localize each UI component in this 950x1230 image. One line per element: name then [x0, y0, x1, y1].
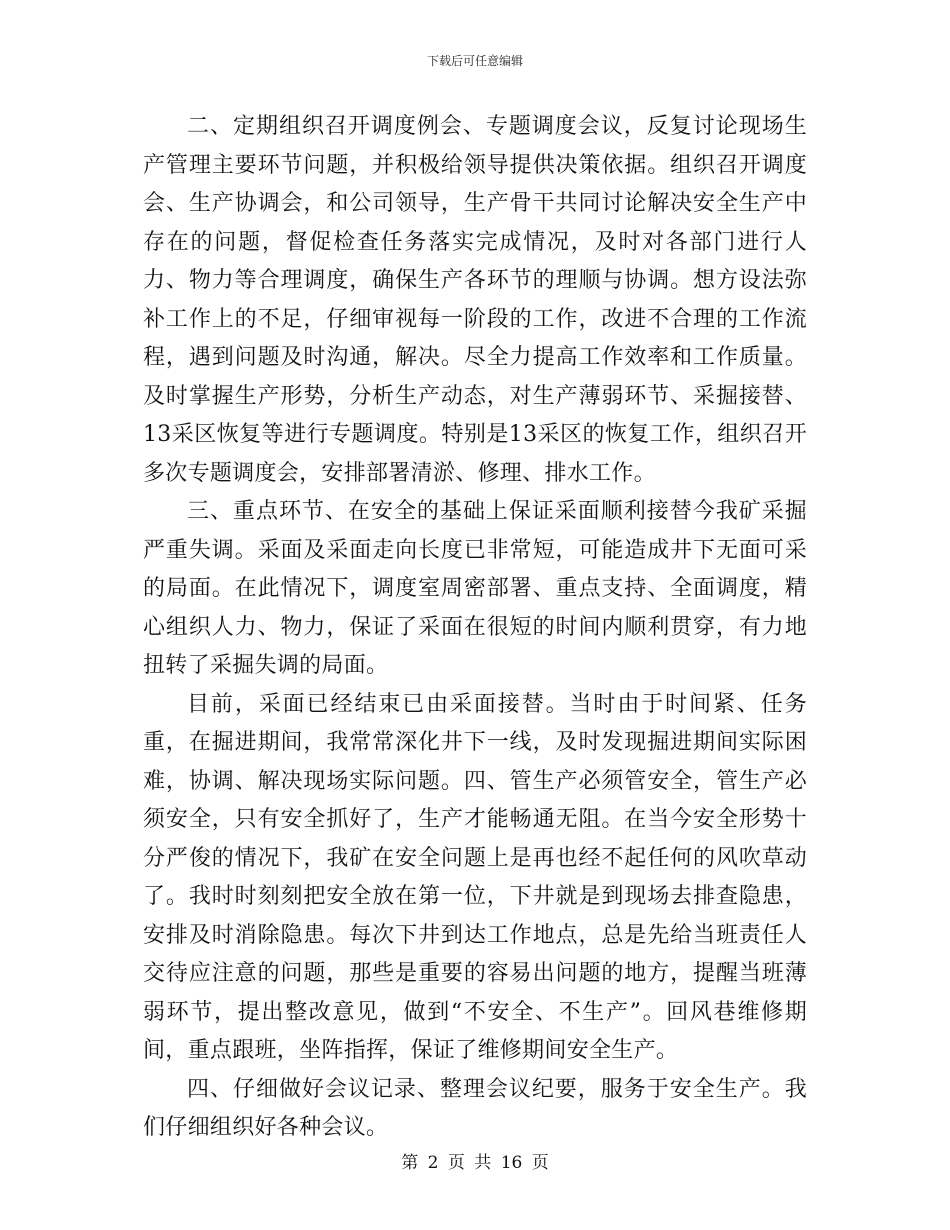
paragraph-current-status: 目前，采面已经结束已由采面接替。当时由于时间紧、任务重，在掘进期间，我常常深化井下一线，及时发现掘进期间实际困难，协调、解决现场实际问题。四、管生产必须管安全，管生产必须安全，只有安全抓好了，生产才能畅通无阻。在当今安全形势十分严俊的情况下，我矿在安全问题上是再也经不起任何的风吹草动了。我时时刻刻把安全放在第一位，下井就是到现场去排查隐患，安排及时消除隐患。每次下井到达工作地点，总是先给当班责任人交待应注意的问题，那些是重要的容易出问题的地方，提醒当班薄弱环节，提出整改意见，做到“不安全、不生产”。回风巷维修期间，重点跟班，坐阵指挥，保证了维修期间安全生产。	[143, 691, 807, 1063]
document-body	[143, 108, 807, 1148]
paragraph-key-links: 三、重点环节、在安全的基础上保证采面顺利接替今我矿采掘严重失调。采面及采面走向长度已非常短，可能造成井下无面可采的局面。在此情况下，调度室周密部署、重点支持、全面调度，精心组织人力、物力，保证了采面在很短的时间内顺利贯穿，有力地扭转了采掘失调的局面。	[143, 499, 807, 678]
paragraph-meeting-records: 四、仔细做好会议记录、整理会议纪要，服务于安全生产。我们仔细组织好各种会议。	[143, 1076, 807, 1140]
paragraph-dispatch-meetings: 二、定期组织召开调度例会、专题调度会议，反复讨论现场生产管理主要环节问题，并积极给领导提供决策依据。组织召开调度会、生产协调会，和公司领导，生产骨干共同讨论解决安全生产中存在的问题，督促检查任务落实完成情况，及时对各部门进行人力、物力等合理调度，确保生产各环节的理顺与协调。想方设法弥补工作上的不足，仔细审视每一阶段的工作，改进不合理的工作流程，遇到问题及时沟通，解决。尽全力提高工作效率和工作质量。及时掌握生产形势，分析生产动态，对生产薄弱环节、采掘接替、13采区恢复等进行专题调度。特别是13采区的恢复工作，组织召开多次专题调度会，安排部署清淤、修理、排水工作。	[143, 114, 807, 486]
page-number-footer: 第 2 页 共 16 页	[401, 1153, 549, 1173]
page-header-note: 下载后可任意编辑	[426, 54, 523, 68]
